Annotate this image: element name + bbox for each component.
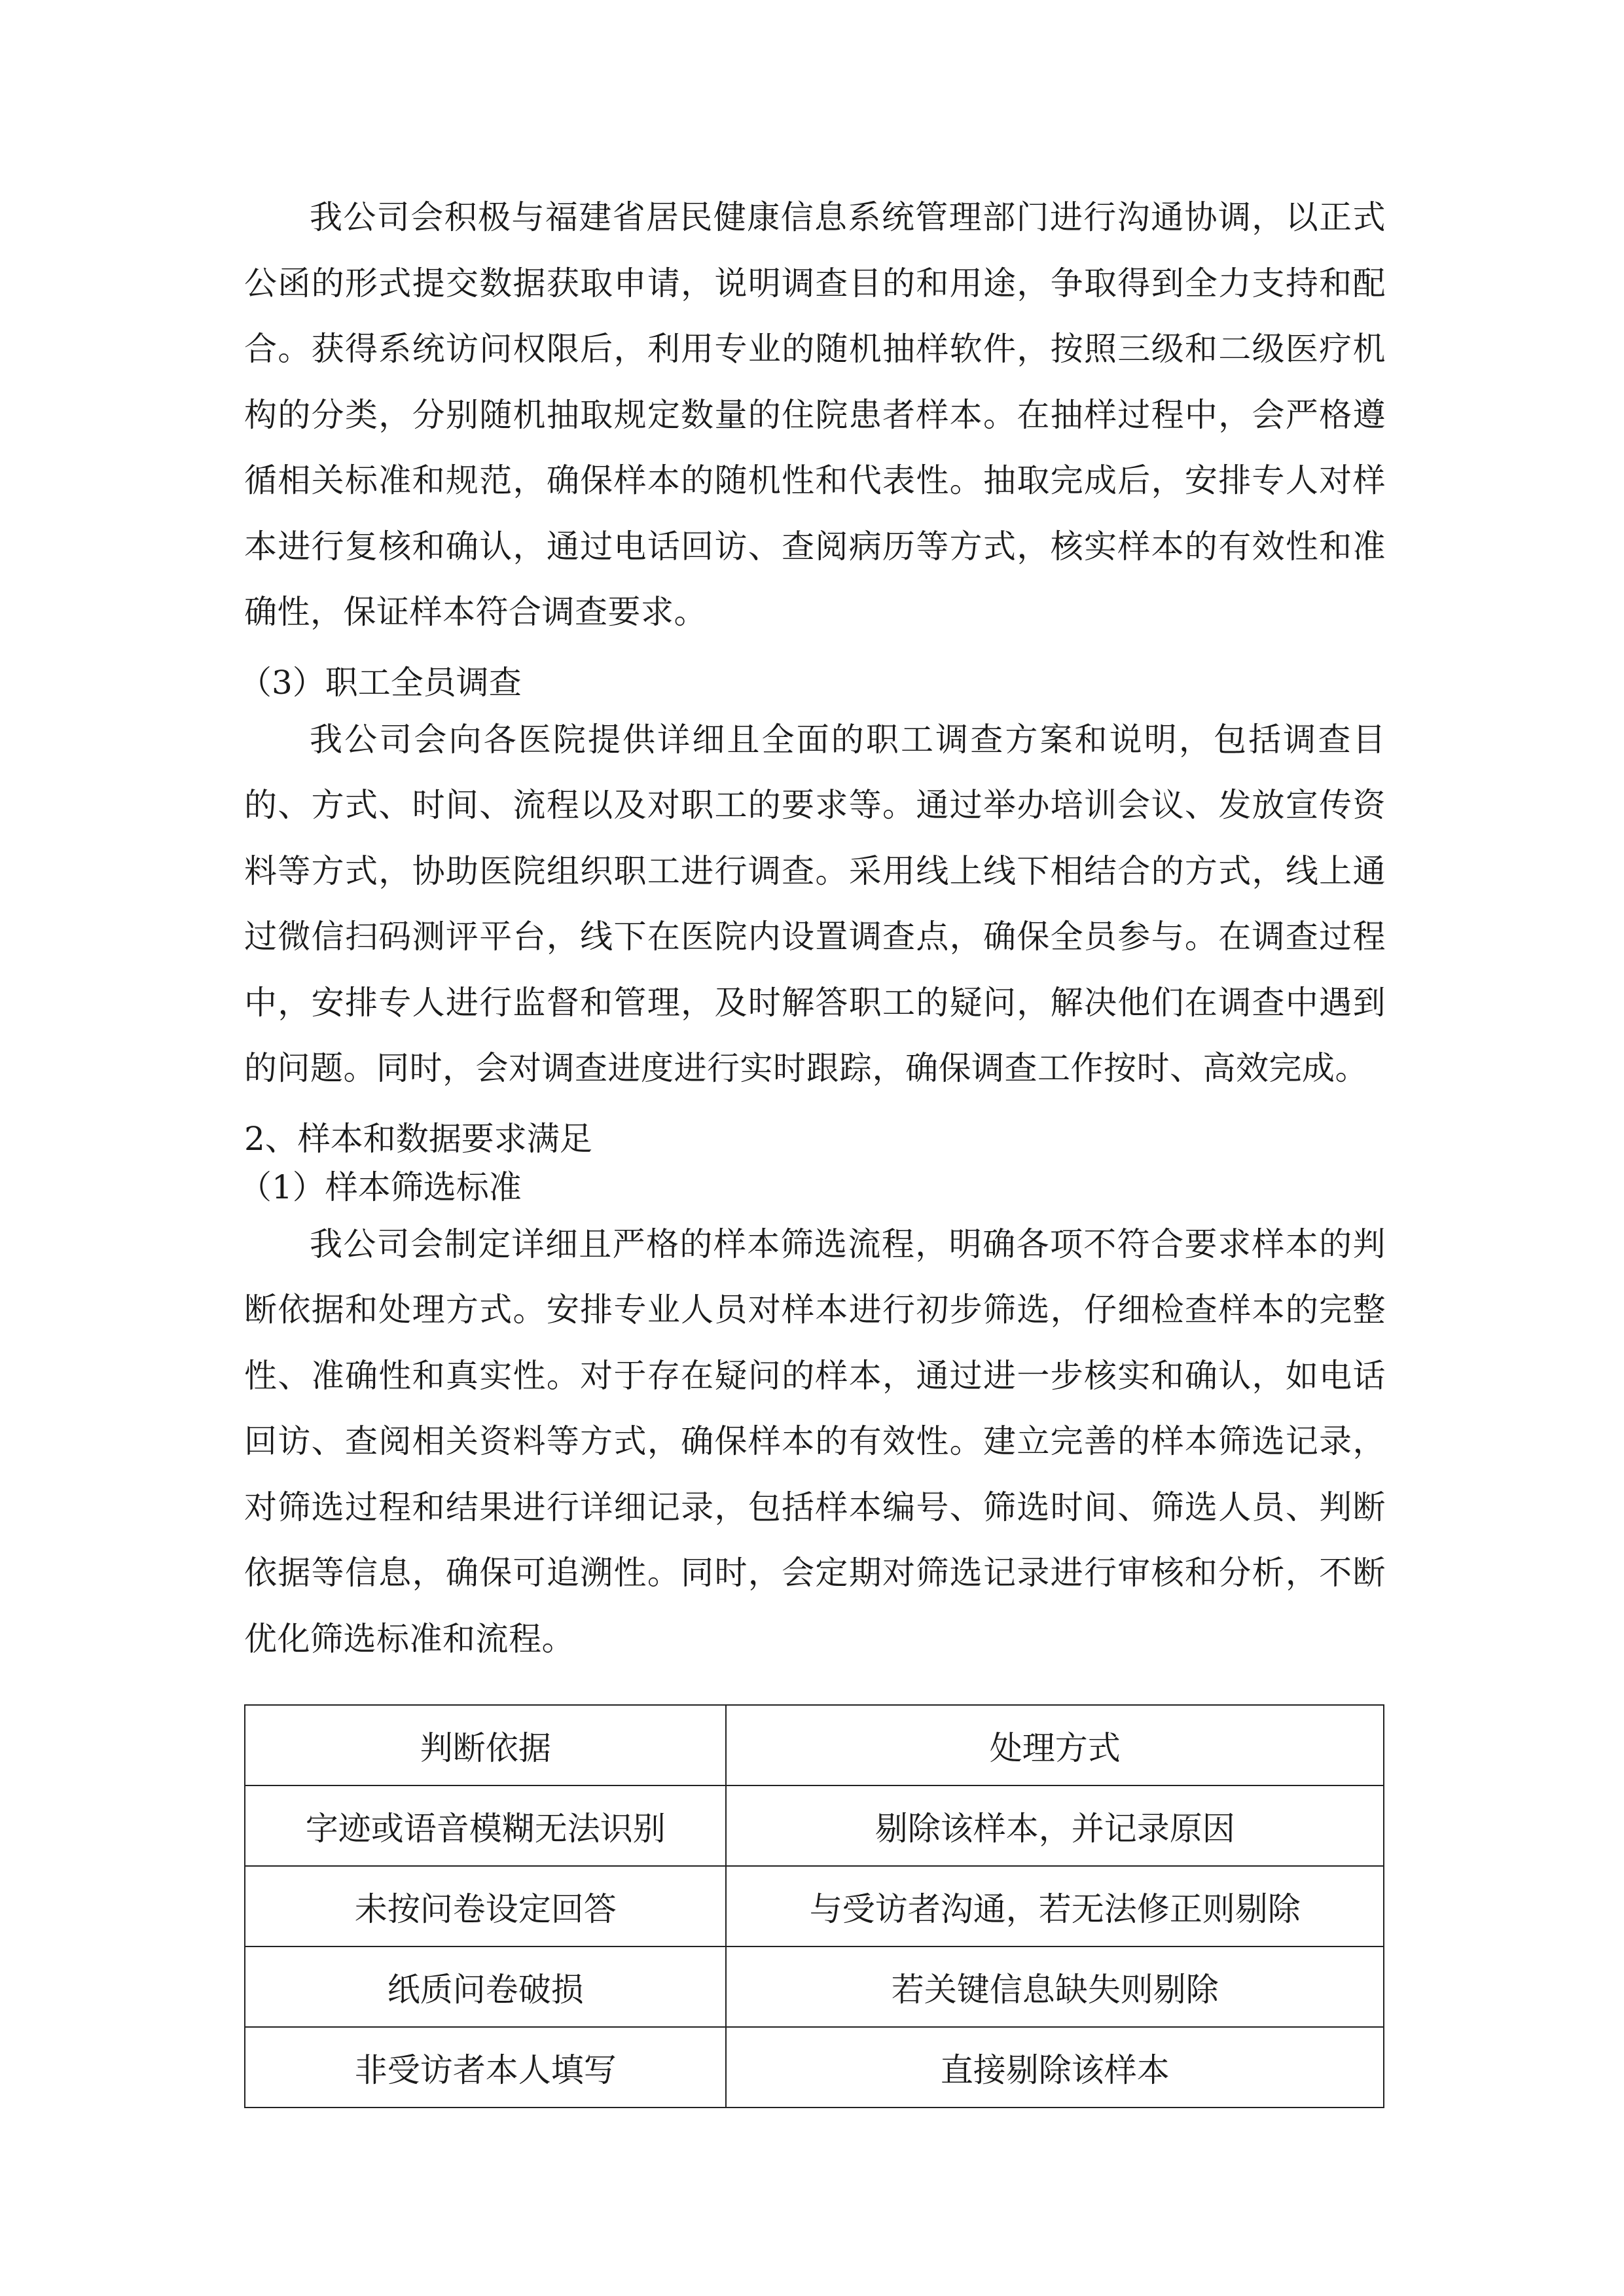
table-header-cell: 处理方式 [726, 1705, 1384, 1785]
screening-criteria-table [244, 1704, 1384, 2108]
table-cell-criterion: 纸质问卷破损 [245, 1946, 726, 2027]
table-row [245, 1785, 1384, 1866]
table-cell-criterion: 字迹或语音模糊无法识别 [245, 1785, 726, 1866]
heading-sample-requirements: 2、样本和数据要求满足 [244, 1119, 592, 1158]
table-cell-handling: 剔除该样本，并记录原因 [726, 1785, 1384, 1866]
heading-sample-screening: （1）样本筛选标准 [239, 1168, 522, 1206]
table-header-cell: 判断依据 [245, 1705, 726, 1785]
table-cell-handling: 若关键信息缺失则剔除 [726, 1946, 1384, 2027]
table-row [245, 1946, 1384, 2027]
document-page [239, 185, 1386, 2108]
paragraph-data-acquisition: 我公司会积极与福建省居民健康信息系统管理部门进行沟通协调，以正式公函的形式提交数据获取申请，说明调查目的和用途，争取得到全力支持和配合。获得系统访问权限后，利用专业的随机抽样软件，按照三级和二级医疗机构的分类，分别随机抽取规定数量的住院患者样本。在抽样过程中，会严格遵循相关标准和规范，确保样本的随机性和代表性。抽取完成后，安排专人对样本进行复核和确认，通过电话回访、查阅病历等方式，核实样本的有效性和准确性，保证样本符合调查要求。 [244, 198, 1386, 631]
table-cell-criterion: 未按问卷设定回答 [245, 1866, 726, 1946]
table-cell-handling: 直接剔除该样本 [726, 2027, 1384, 2108]
paragraph-sample-screening: 我公司会制定详细且严格的样本筛选流程，明确各项不符合要求样本的判断依据和处理方式。安排专业人员对样本进行初步筛选，仔细检查样本的完整性、准确性和真实性。对于存在疑问的样本，通过进一步核实和确认，如电话回访、查阅相关资料等方式，确保样本的有效性。建立完善的样本筛选记录，对筛选过程和结果进行详细记录，包括样本编号、筛选时间、筛选人员、判断依据等信息，确保可追溯性。同时，会定期对筛选记录进行审核和分析，不断优化筛选标准和流程。 [244, 1225, 1386, 1658]
table-cell-criterion: 非受访者本人填写 [245, 2027, 726, 2108]
table-row [245, 2027, 1384, 2108]
table-row [245, 1866, 1384, 1946]
paragraph-staff-survey: 我公司会向各医院提供详细且全面的职工调查方案和说明，包括调查目的、方式、时间、流程以及对职工的要求等。通过举办培训会议、发放宣传资料等方式，协助医院组织职工进行调查。采用线上线下相结合的方式，线上通过微信扫码测评平台，线下在医院内设置调查点，确保全员参与。在调查过程中，安排专人进行监督和管理，及时解答职工的疑问，解决他们在调查中遇到的问题。同时，会对调查进度进行实时跟踪，确保调查工作按时、高效完成。 [244, 720, 1386, 1087]
heading-staff-survey: （3）职工全员调查 [239, 663, 522, 702]
table-header-row [245, 1705, 1384, 1785]
table-cell-handling: 与受访者沟通，若无法修正则剔除 [726, 1866, 1384, 1946]
